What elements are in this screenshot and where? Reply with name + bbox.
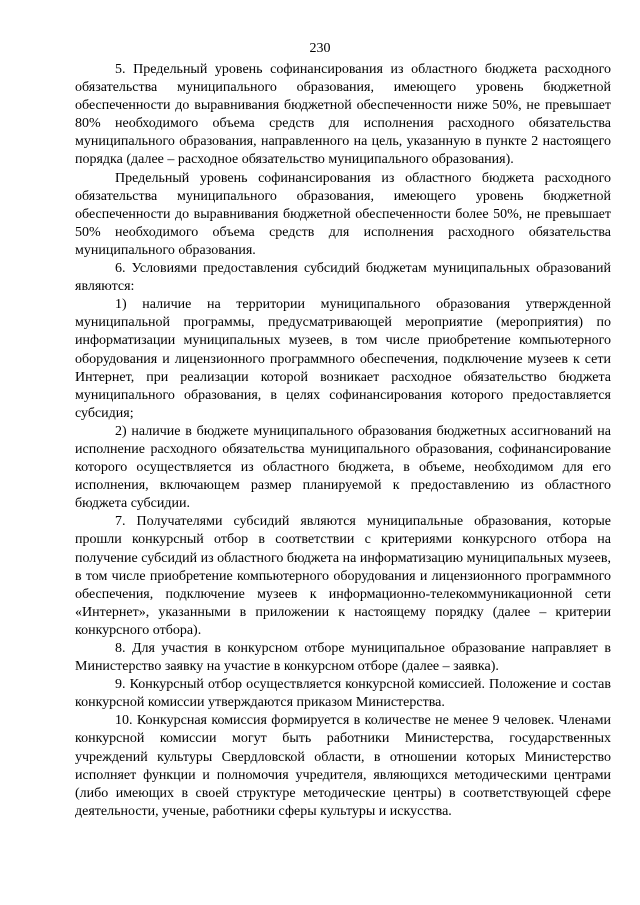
document-body — [75, 61, 611, 821]
paragraph-6-item-2: 2) наличие в бюджете муниципального образования бюджетных ассигнований на исполнение расходного обязательства муниципального образования, софинансирование которого осуществляется из областного бюджета, в объеме, необходимом для его исполнения, включающем размер планируемой к предоставлению из областного бюджета субсидии. — [75, 423, 611, 512]
paragraph-6-item-1: 1) наличие на территории муниципального образования утвержденной муниципальной программы, предусматривающей мероприятие (мероприятия) по информатизации муниципальных музеев, в том числе приобретение компьютерного оборудования и лицензионного программного обеспечения, подключение музеев к сети Интернет, при реализации которой возникает расходное обязательство бюджета муниципального образования, в целях софинансирования которого предоставляется субсидия; — [75, 297, 611, 421]
paragraph-5: 5. Предельный уровень софинансирования из областного бюджета расходного обязательства муниципального образования, имеющего уровень бюджетной обеспеченности до выравнивания бюджетной обеспеченности ниже 50%, не превышает 80% необходимого объема средств для исполнения расходного обязательства муниципального образования, направленного на цель, указанную в пункте 2 настоящего порядка (далее – расходное обязательство муниципального образования). — [75, 62, 611, 168]
paragraph-7: 7. Получателями субсидий являются муниципальные образования, которые прошли конкурсный отбор в соответствии с критериями конкурсного отбора на получение субсидий из областного бюджета на информатизацию муниципальных музеев, в том числе приобретение компьютерного оборудования и лицензионного программного обеспечения, подключение музеев к информационно-телекоммуникационной сети «Интернет», указанными в приложении к настоящему порядку (далее – критерии конкурсного отбора). — [75, 514, 611, 638]
page-number: 230 — [309, 41, 331, 56]
paragraph-10: 10. Конкурсная комиссия формируется в количестве не менее 9 человек. Членами конкурсной комиссии могут быть работники Министерства, государственных учреждений культуры Свердловской области, в отношении которых Министерство исполняет функции и полномочия учредителя, являющихся методическими центрами (либо имеющих в своей структуре методические центры) в соответствующей сфере деятельности, ученые, работники сферы культуры и искусства. — [75, 713, 611, 819]
paragraph-5-continued: Предельный уровень софинансирования из областного бюджета расходного обязательства муниципального образования, имеющего уровень бюджетной обеспеченности до выравнивания бюджетной обеспеченности более 50%, не превышает 50% необходимого объема средств для исполнения расходного обязательства муниципального образования. — [75, 170, 611, 258]
paragraph-6: 6. Условиями предоставления субсидий бюджетам муниципальных образований являются: — [75, 261, 611, 295]
paragraph-9: 9. Конкурсный отбор осуществляется конкурсной комиссией. Положение и состав конкурсной комиссии утверждаются приказом Министерства. — [75, 677, 611, 711]
paragraph-8: 8. Для участия в конкурсном отборе муниципальное образование направляет в Министерство заявку на участие в конкурсном отборе (далее – заявка). — [75, 641, 611, 675]
